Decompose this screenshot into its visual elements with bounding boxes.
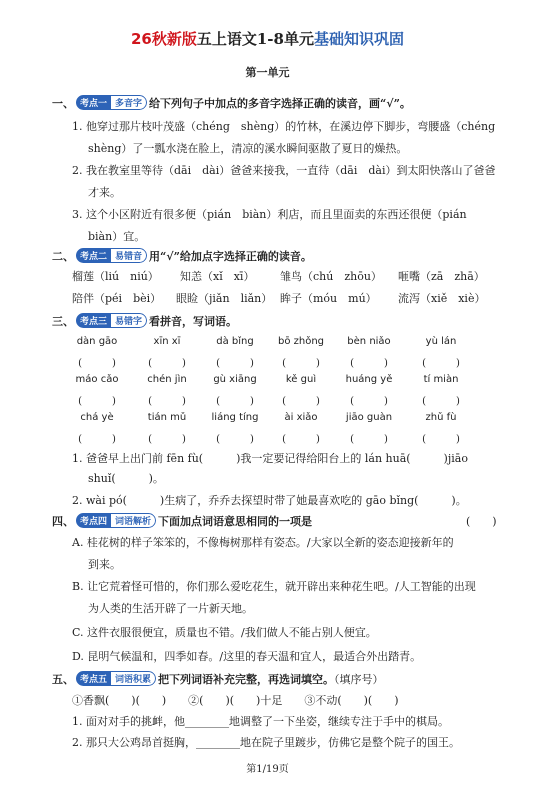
s4-option-a-cont: 到来。 xyxy=(88,558,121,571)
section-5-heading: 五、 考点五 词语积累 把下列词语补充完整，再选词填空。（填序号） xyxy=(52,673,384,686)
s1-line-1: 1. 他穿过那片枝叶茂盛（chéng shèng）的竹林，在溪边停下脚步，弯腰盛（chéng xyxy=(72,120,496,133)
answer-bracket[interactable]: ( ) xyxy=(148,396,186,407)
pinyin-label: tián mǔ xyxy=(147,412,187,423)
s3-q2: 2. wài pó( )生病了，乔乔去探望时带了她最喜欢吃的 gāo bǐng( )。 xyxy=(72,494,467,507)
section-2-heading: 二、 考点二 易错音 用“√”给加点字选择正确的读音。 xyxy=(52,250,312,263)
pinyin-label: huáng yě xyxy=(345,374,393,385)
s2-item: 知恙（xǐ xī） xyxy=(180,270,255,283)
answer-bracket[interactable]: ( ) xyxy=(148,434,186,445)
pinyin-label: zhǔ fù xyxy=(425,412,457,423)
s2-item: 雏鸟（chú zhōu） xyxy=(280,270,382,283)
pinyin-label: bèn niǎo xyxy=(347,336,391,347)
pinyin-label: gù xiāng xyxy=(213,374,257,385)
page-number: 第1/19页 xyxy=(246,764,289,775)
answer-bracket[interactable]: ( ) xyxy=(282,434,320,445)
section-3-tag: 考点三 易错字 xyxy=(76,313,147,328)
s4-option-b: B. 让它荒着怪可惜的，你们那么爱吃花生，就开辟出来种花生吧。/人工智能的出现 xyxy=(72,580,476,593)
s4-option-b-cont: 为人类的生活开辟了一片新天地。 xyxy=(88,602,253,615)
s4-option-c: C. 这件衣服很便宜，质量也不错。/我们做人不能占别人便宜。 xyxy=(72,626,377,639)
s5-q2: 2. 那只大公鸡昂首挺胸，________地在院子里踱步，仿佛它是整个院子的国王。 xyxy=(72,736,460,749)
unit-heading: 第一单元 xyxy=(245,66,290,79)
s3-q1-line-1: 1. 爸爸早上出门前 fēn fù( )我一定要记得给阳台上的 lán huā( )jiāo xyxy=(72,452,468,465)
answer-bracket[interactable]: ( ) xyxy=(78,358,116,369)
s2-item: 陪伴（péi bèi） xyxy=(72,292,162,305)
s1-line-4: 才来。 xyxy=(88,186,121,199)
pinyin-label: yù lán xyxy=(425,336,457,347)
section-3-heading: 三、 考点三 易错字 看拼音，写词语。 xyxy=(52,315,238,328)
pinyin-label: ài xiǎo xyxy=(284,412,318,423)
pinyin-label: dà bǐng xyxy=(216,336,254,347)
section-1-tag: 考点一 多音字 xyxy=(76,95,147,110)
section-4-tag: 考点四 词语解析 xyxy=(76,513,156,528)
s1-line-3: 2. 我在教室里等待（dāi dài）爸爸来接我，一直待（dāi dài）到太阳快落山了爸爸 xyxy=(72,164,496,177)
pinyin-label: chá yè xyxy=(80,412,114,423)
s2-item: 流泻（xiě xiè） xyxy=(398,292,486,305)
s3-q1-line-2: shuǐ( )。 xyxy=(88,472,164,485)
section-1-heading: 一、 考点一 多音字 给下列句子中加点的多音字选择正确的读音，画“√”。 xyxy=(52,97,411,110)
answer-bracket[interactable]: ( ) xyxy=(350,434,388,445)
answer-bracket[interactable]: ( ) xyxy=(78,434,116,445)
pinyin-label: chén jìn xyxy=(147,374,187,385)
s1-line-6: biàn）宜。 xyxy=(88,230,146,243)
pinyin-label: máo cǎo xyxy=(75,374,119,385)
s2-item: 榴莲（liú niú） xyxy=(72,270,159,283)
answer-bracket[interactable]: ( ) xyxy=(350,358,388,369)
page-title: 26秋新版五上语文1-8单元基础知识巩固 xyxy=(131,30,404,48)
s2-item: 咂嘴（zā zhā） xyxy=(398,270,485,283)
answer-bracket[interactable]: ( ) xyxy=(422,396,460,407)
answer-bracket[interactable]: ( ) xyxy=(422,358,460,369)
answer-bracket[interactable]: ( ) xyxy=(216,434,254,445)
answer-bracket[interactable]: ( ) xyxy=(148,358,186,369)
pinyin-label: dàn gāo xyxy=(76,336,118,347)
s4-option-a: A. 桂花树的样子笨笨的，不像梅树那样有姿态。/大家以全新的姿态迎接新年的 xyxy=(72,536,454,549)
s5-q1: 1. 面对对手的挑衅，他________地调整了一下坐姿，继续专注于手中的棋局。 xyxy=(72,715,449,728)
answer-bracket[interactable]: ( ) xyxy=(216,396,254,407)
pinyin-label: bō zhǒng xyxy=(277,336,325,347)
section-5-tag: 考点五 词语积累 xyxy=(76,671,156,686)
pinyin-label: xīn xī xyxy=(153,336,181,347)
section-4-heading: 四、 考点四 词语解析 下面加点词语意思相同的一项是 xyxy=(52,515,313,528)
pinyin-label: liáng tíng xyxy=(211,412,259,423)
section-2-tag: 考点二 易错音 xyxy=(76,248,147,263)
answer-bracket[interactable]: ( ) xyxy=(282,396,320,407)
answer-bracket[interactable]: ( ) xyxy=(282,358,320,369)
pinyin-label: tí miàn xyxy=(423,374,459,385)
answer-bracket[interactable]: ( ) xyxy=(422,434,460,445)
s4-answer-bracket: ( ) xyxy=(466,515,497,528)
answer-bracket[interactable]: ( ) xyxy=(216,358,254,369)
s1-line-5: 3. 这个小区附近有很多便（pián biàn）利店，而且里面卖的东西还很便（pián xyxy=(72,208,467,221)
s2-item: 眼睑（jiǎn liǎn） xyxy=(176,292,273,305)
answer-bracket[interactable]: ( ) xyxy=(350,396,388,407)
pinyin-label: kě guì xyxy=(285,374,317,385)
pinyin-label: jiāo guàn xyxy=(345,412,393,423)
s1-line-2: shèng）了一瓢水浇在脸上，清凉的溪水瞬间驱散了夏日的燥热。 xyxy=(88,142,408,155)
s5-words: ①香飘( )( ) ②( )( )十足 ③不动( )( ) xyxy=(72,694,399,707)
answer-bracket[interactable]: ( ) xyxy=(78,396,116,407)
s4-option-d: D. 昆明气候温和，四季如春。/这里的春天温和宜人，最适合外出踏青。 xyxy=(72,650,422,663)
s2-item: 眸子（móu mú） xyxy=(280,292,377,305)
